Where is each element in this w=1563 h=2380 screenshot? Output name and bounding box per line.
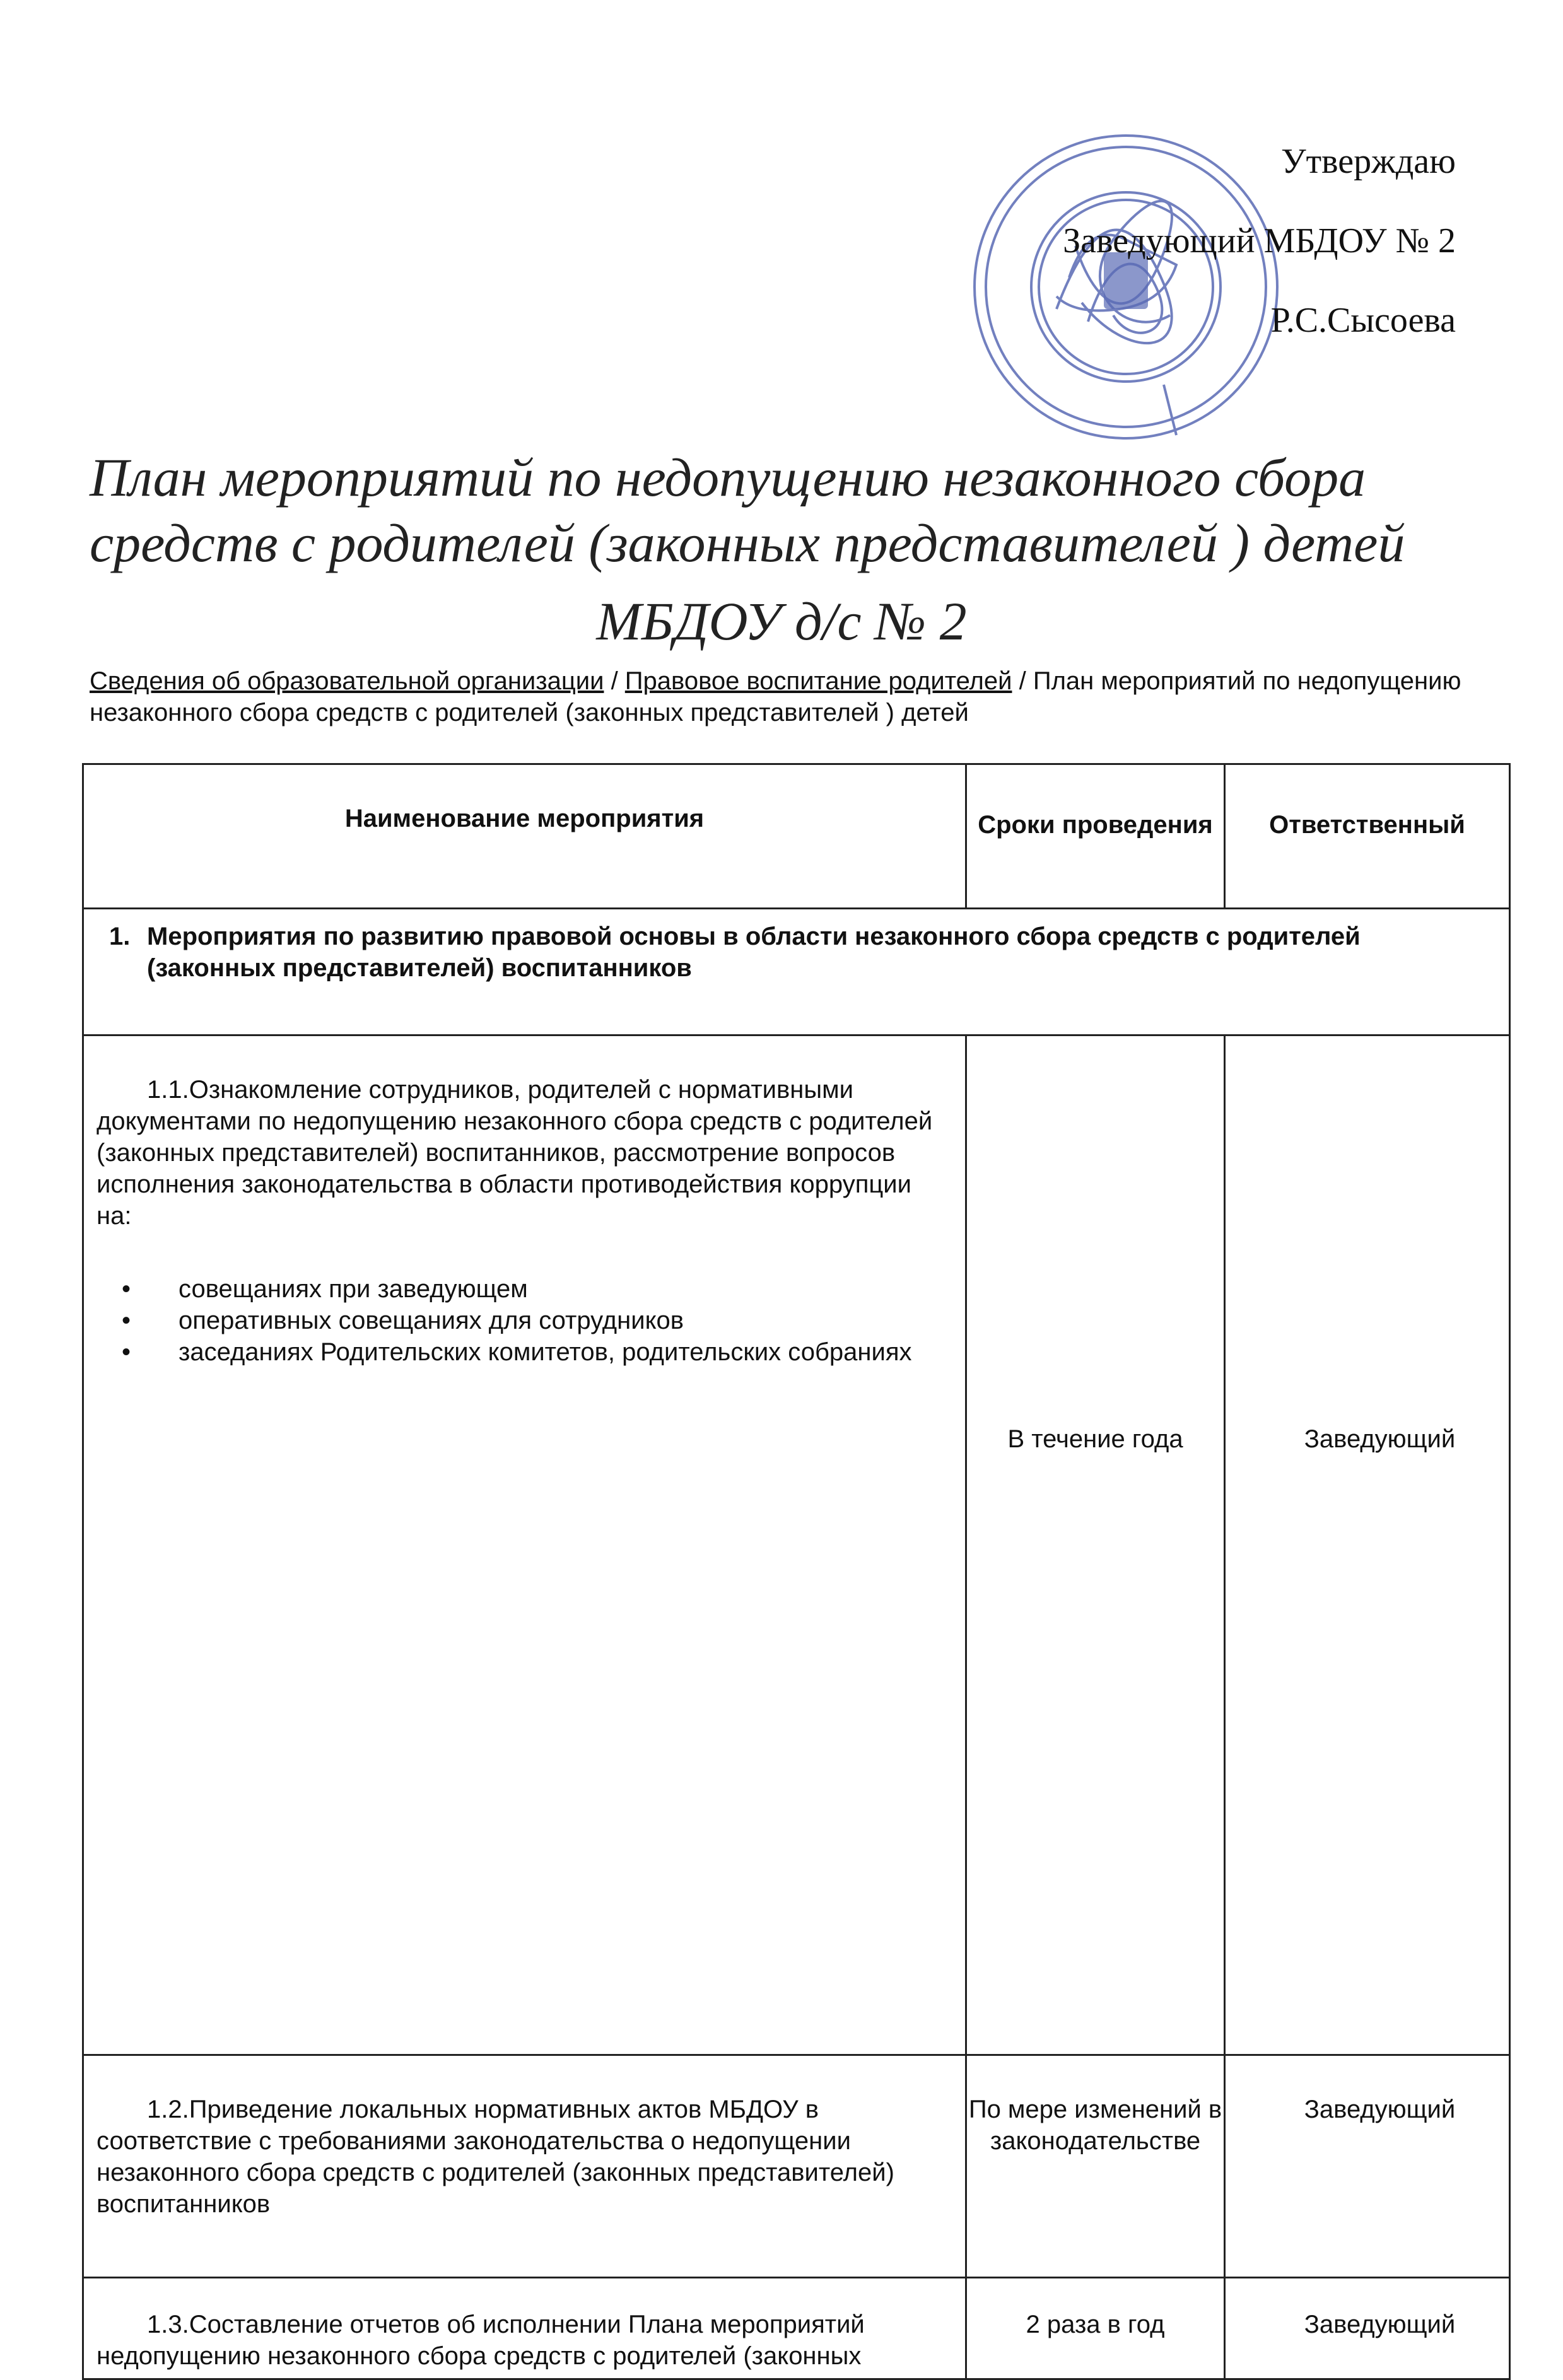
breadcrumb-link-organization[interactable]: Сведения об образовательной организации — [90, 667, 604, 695]
breadcrumb-current: План мероприятий по недопущению незаконного сбора средств с родителей (законных представителей ) детей — [90, 667, 1461, 726]
document-title-line2: средств с родителей (законных представителей ) детей — [90, 513, 1405, 573]
when-cell: По мере изменений в законодательстве — [966, 2055, 1225, 2278]
section-row — [83, 909, 1510, 1035]
approval-block — [976, 144, 1456, 382]
table-row — [83, 2278, 1510, 2379]
responsible-cell: Заведующий — [1225, 2278, 1510, 2379]
list-item: • заседаниях Родительских комитетов, родительских собраниях — [179, 1336, 940, 1368]
responsible-cell: Заведующий — [1225, 1035, 1510, 2055]
breadcrumb-separator: / — [1012, 667, 1033, 695]
approval-position: Заведующий МБДОУ № 2 — [1063, 221, 1456, 260]
breadcrumb — [90, 665, 1477, 728]
section-title: Мероприятия по развитию правовой основы в области незаконного сбора средств с родителей (законных представителей) воспитанников — [147, 923, 1361, 982]
breadcrumb-separator: / — [604, 667, 625, 695]
when-cell: В течение года — [966, 1035, 1225, 2055]
document-subtitle: МБДОУ д/с № 2 — [596, 591, 967, 651]
table-row — [83, 1035, 1510, 2055]
header-responsible: Ответственный — [1225, 764, 1510, 909]
section-title-cell: 1. Мероприятия по развитию правовой основы в области незаконного сбора средств с родителей (законных представителей) воспитанников — [83, 909, 1510, 1035]
list-item: • совещаниях при заведующем — [179, 1273, 940, 1305]
breadcrumb-link-legal-education[interactable]: Правовое воспитание родителей — [624, 667, 1012, 695]
item-text: 1.3.Составление отчетов об исполнении Плана мероприятий недопущению незаконного сбора средств с родителей (законных — [97, 2311, 865, 2370]
table-header-row — [83, 764, 1510, 909]
approval-signatory: Р.С.Сысоева — [1270, 301, 1456, 340]
document-title-line1: План мероприятий по недопущению незаконного сбора — [90, 447, 1366, 508]
list-item: • оперативных совещаниях для сотрудников — [179, 1305, 940, 1336]
table-row — [83, 2055, 1510, 2278]
item-bullet-list — [97, 1273, 940, 1368]
responsible-cell: Заведующий — [1225, 2055, 1510, 2278]
document-title — [90, 445, 1477, 576]
item-text: 1.2.Приведение локальных нормативных актов МБДОУ в соответствие с требованиями законодательства о недопущении незаконного сбора средств с родителей (законных представителей) воспитанников — [97, 2096, 894, 2218]
item-cell — [83, 1035, 966, 2055]
when-cell: 2 раза в год — [966, 2278, 1225, 2379]
approval-title: Утверждаю — [1281, 142, 1456, 181]
item-cell — [83, 2278, 966, 2379]
item-cell — [83, 2055, 966, 2278]
header-when: Сроки проведения — [966, 764, 1225, 909]
plan-table — [82, 763, 1511, 2380]
header-name: Наименование мероприятия — [83, 764, 966, 909]
item-text: 1.1.Ознакомление сотрудников, родителей с нормативными документами по недопущению незаконного сбора средств с родителей (законных представителей) воспитанников, рассмотрение вопросов исполнения законодательства в области противодействия коррупции на: — [97, 1076, 933, 1230]
